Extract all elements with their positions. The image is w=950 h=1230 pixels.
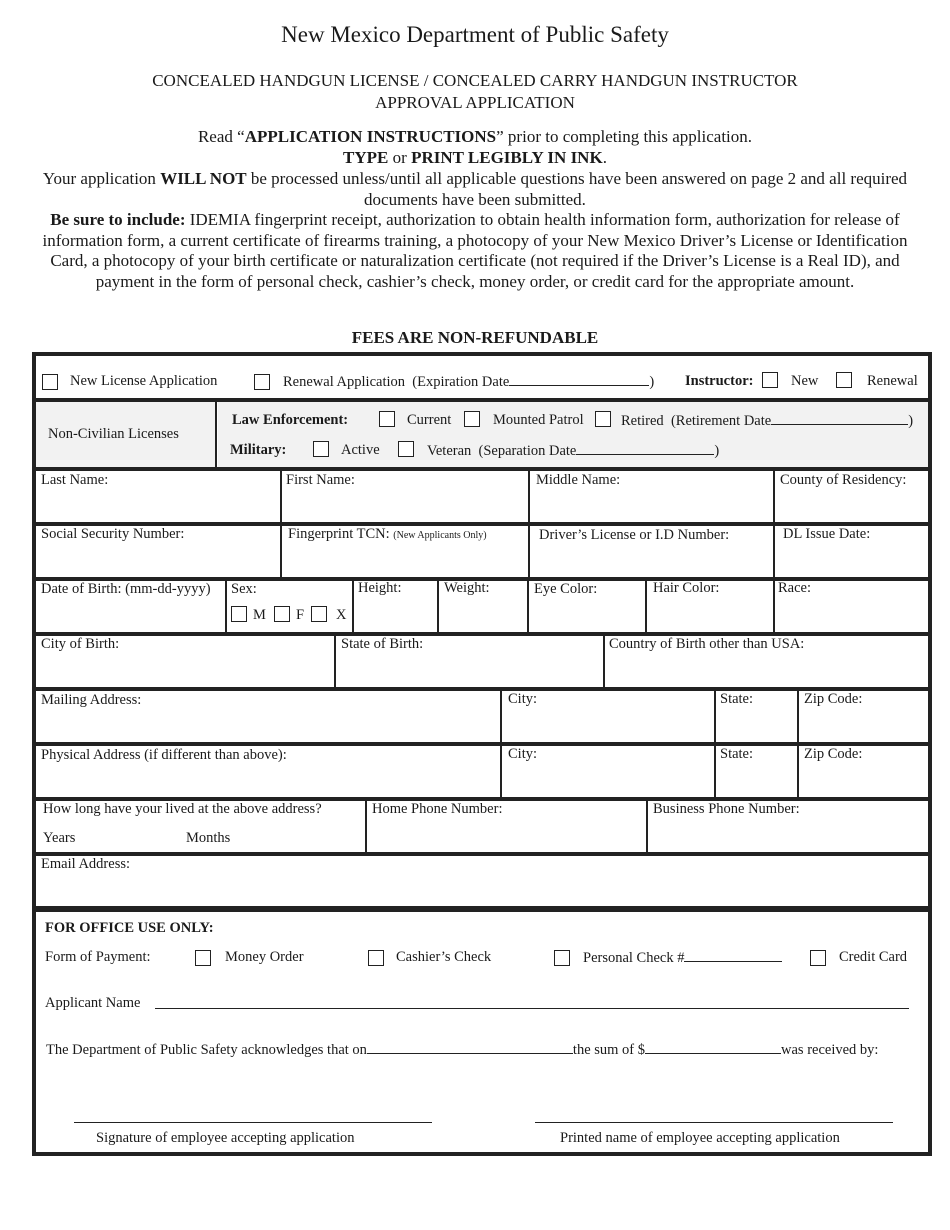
credit-card-label: Credit Card xyxy=(839,949,908,965)
row-divider xyxy=(34,467,930,471)
state-birth-label: State of Birth: xyxy=(341,636,424,652)
mailing-city-label: City: xyxy=(508,691,538,707)
weight-label: Weight: xyxy=(444,580,490,596)
col-divider xyxy=(500,745,502,799)
le-retired-label: Retired (Retirement Date ) xyxy=(621,413,914,429)
col-divider xyxy=(334,636,336,688)
col-divider xyxy=(500,690,502,744)
employee-printed-name-label: Printed name of employee accepting application xyxy=(560,1130,840,1146)
city-birth-label: City of Birth: xyxy=(41,636,120,652)
office-use-title: FOR OFFICE USE ONLY: xyxy=(45,920,214,936)
money-order-checkbox[interactable] xyxy=(195,950,211,966)
col-divider xyxy=(280,470,282,524)
physical-city-label: City: xyxy=(508,746,538,762)
form-title-line1: CONCEALED HANDGUN LICENSE / CONCEALED CARRY HANDGUN INSTRUCTOR xyxy=(152,71,798,90)
sex-m-checkbox[interactable] xyxy=(231,606,247,622)
ssn-label: Social Security Number: xyxy=(41,526,185,542)
business-phone-label: Business Phone Number: xyxy=(653,801,800,817)
type-print-line: TYPE or PRINT LEGIBLY IN INK. xyxy=(343,148,607,167)
le-retired-checkbox[interactable] xyxy=(595,411,611,427)
last-name-label: Last Name: xyxy=(41,472,109,488)
col-divider xyxy=(646,800,648,854)
expiration-date-line[interactable] xyxy=(509,373,649,386)
applicant-name-label: Applicant Name xyxy=(45,995,141,1011)
mailing-address-label: Mailing Address: xyxy=(41,692,142,708)
col-divider xyxy=(365,800,367,854)
office-divider xyxy=(34,906,930,912)
will-not-line: Your application WILL NOT be processed unless/until all applicable questions have been answered on page 2 and all required documents have been submitted. xyxy=(42,169,908,209)
sex-x-checkbox[interactable] xyxy=(311,606,327,622)
new-license-label: New License Application xyxy=(70,373,218,389)
col-divider xyxy=(773,470,775,524)
dob-label: Date of Birth: (mm-dd-yyyy) xyxy=(41,581,211,597)
hair-color-label: Hair Color: xyxy=(653,580,720,596)
employee-signature-label: Signature of employee accepting application xyxy=(96,1130,355,1146)
renewal-label: Renewal Application (Expiration Date ) xyxy=(283,374,655,390)
col-divider xyxy=(714,745,716,799)
le-mounted-label: Mounted Patrol xyxy=(493,412,584,428)
instructor-renewal-checkbox[interactable] xyxy=(836,372,852,388)
agency-title: New Mexico Department of Public Safety xyxy=(281,22,669,47)
first-name-label: First Name: xyxy=(286,472,355,488)
months-label: Months xyxy=(186,830,231,846)
height-label: Height: xyxy=(358,580,402,596)
sex-label: Sex: xyxy=(231,581,257,597)
money-order-label: Money Order xyxy=(225,949,304,965)
ack-line: The Department of Public Safety acknowledges that on the sum of $ was received by: xyxy=(46,1042,879,1058)
cashiers-check-label: Cashier’s Check xyxy=(396,949,492,965)
le-mounted-checkbox[interactable] xyxy=(464,411,480,427)
sex-f-checkbox[interactable] xyxy=(274,606,290,622)
le-current-checkbox[interactable] xyxy=(379,411,395,427)
personal-check-label: Personal Check # xyxy=(583,949,782,967)
le-current-label: Current xyxy=(407,412,452,428)
col-divider xyxy=(773,580,775,634)
physical-zip-label: Zip Code: xyxy=(804,746,863,762)
col-divider xyxy=(225,580,227,634)
col-divider xyxy=(528,470,530,524)
received-amount-line[interactable] xyxy=(645,1041,781,1054)
military-label: Military: xyxy=(230,442,287,458)
sex-m-label: M xyxy=(253,607,266,623)
col-divider xyxy=(352,580,354,634)
retirement-date-line[interactable] xyxy=(771,412,908,425)
credit-card-checkbox[interactable] xyxy=(810,950,826,966)
col-divider xyxy=(437,580,439,634)
cashiers-check-checkbox[interactable] xyxy=(368,950,384,966)
col-divider xyxy=(797,745,799,799)
tcn-label: Fingerprint TCN: (New Applicants Only) xyxy=(288,526,487,542)
physical-address-label: Physical Address (if different than above): xyxy=(41,747,287,763)
middle-name-label: Middle Name: xyxy=(536,472,621,488)
col-divider xyxy=(528,526,530,578)
instructor-renewal-label: Renewal xyxy=(867,373,918,389)
read-instructions-line: Read “APPLICATION INSTRUCTIONS” prior to completing this application. xyxy=(197,127,753,146)
row-divider xyxy=(34,742,930,746)
mil-veteran-checkbox[interactable] xyxy=(398,441,414,457)
new-license-checkbox[interactable] xyxy=(42,374,58,390)
dl-number-label: Driver’s License or I.D Number: xyxy=(539,527,730,543)
mil-active-label: Active xyxy=(341,442,380,458)
sex-x-label: X xyxy=(336,607,347,623)
instructor-label: Instructor: xyxy=(685,373,754,389)
instructor-new-checkbox[interactable] xyxy=(762,372,778,388)
mil-veteran-label: Veteran (Separation Date ) xyxy=(427,443,720,459)
how-long-label: How long have your lived at the above address? xyxy=(43,801,322,817)
physical-state-label: State: xyxy=(720,746,754,762)
col-divider xyxy=(714,690,716,744)
instructor-new-label: New xyxy=(791,373,819,389)
col-divider xyxy=(215,400,217,470)
check-number-line[interactable] xyxy=(684,949,782,962)
fees-notice: FEES ARE NON-REFUNDABLE xyxy=(351,328,599,347)
race-label: Race: xyxy=(778,580,812,596)
received-date-line[interactable] xyxy=(367,1041,573,1054)
employee-printed-name-line[interactable] xyxy=(535,1122,893,1123)
mil-active-checkbox[interactable] xyxy=(313,441,329,457)
non-civilian-label: Non-Civilian Licenses xyxy=(48,426,179,442)
col-divider xyxy=(773,526,775,578)
country-birth-label: Country of Birth other than USA: xyxy=(609,636,805,652)
renewal-checkbox[interactable] xyxy=(254,374,270,390)
form-title-line2: APPROVAL APPLICATION xyxy=(375,93,575,112)
applicant-name-line[interactable] xyxy=(155,1008,909,1009)
eye-color-label: Eye Color: xyxy=(534,581,598,597)
instructions-block xyxy=(0,126,950,210)
email-label: Email Address: xyxy=(41,856,131,872)
col-divider xyxy=(603,636,605,688)
county-label: County of Residency: xyxy=(780,472,907,488)
dl-issue-label: DL Issue Date: xyxy=(783,526,871,542)
row-divider xyxy=(34,852,930,856)
employee-signature-line[interactable] xyxy=(74,1122,432,1123)
col-divider xyxy=(645,580,647,634)
law-enforcement-label: Law Enforcement: xyxy=(232,412,349,428)
separation-date-line[interactable] xyxy=(576,442,714,455)
include-paragraph: Be sure to include: IDEMIA fingerprint receipt, authorization to obtain health information form, authorization for release of information form, a current certificate of firearms training, a photocopy of your New Mexico Driver’s License or Identification Card, a photocopy of your birth certificate or naturalization certificate (not required if the Driver’s License is a Real ID), and payment in the form of personal check, cashier’s check, money order, or credit card for the appropriate amount. xyxy=(42,210,908,291)
sex-f-label: F xyxy=(296,607,305,623)
col-divider xyxy=(527,580,529,634)
form-title xyxy=(0,70,950,114)
years-label: Years xyxy=(43,830,76,846)
row-divider xyxy=(34,687,930,691)
home-phone-label: Home Phone Number: xyxy=(372,801,503,817)
mailing-state-label: State: xyxy=(720,691,754,707)
col-divider xyxy=(280,526,282,578)
personal-check-checkbox[interactable] xyxy=(554,950,570,966)
form-of-payment-label: Form of Payment: xyxy=(45,949,151,965)
mailing-zip-label: Zip Code: xyxy=(804,691,863,707)
col-divider xyxy=(797,690,799,744)
